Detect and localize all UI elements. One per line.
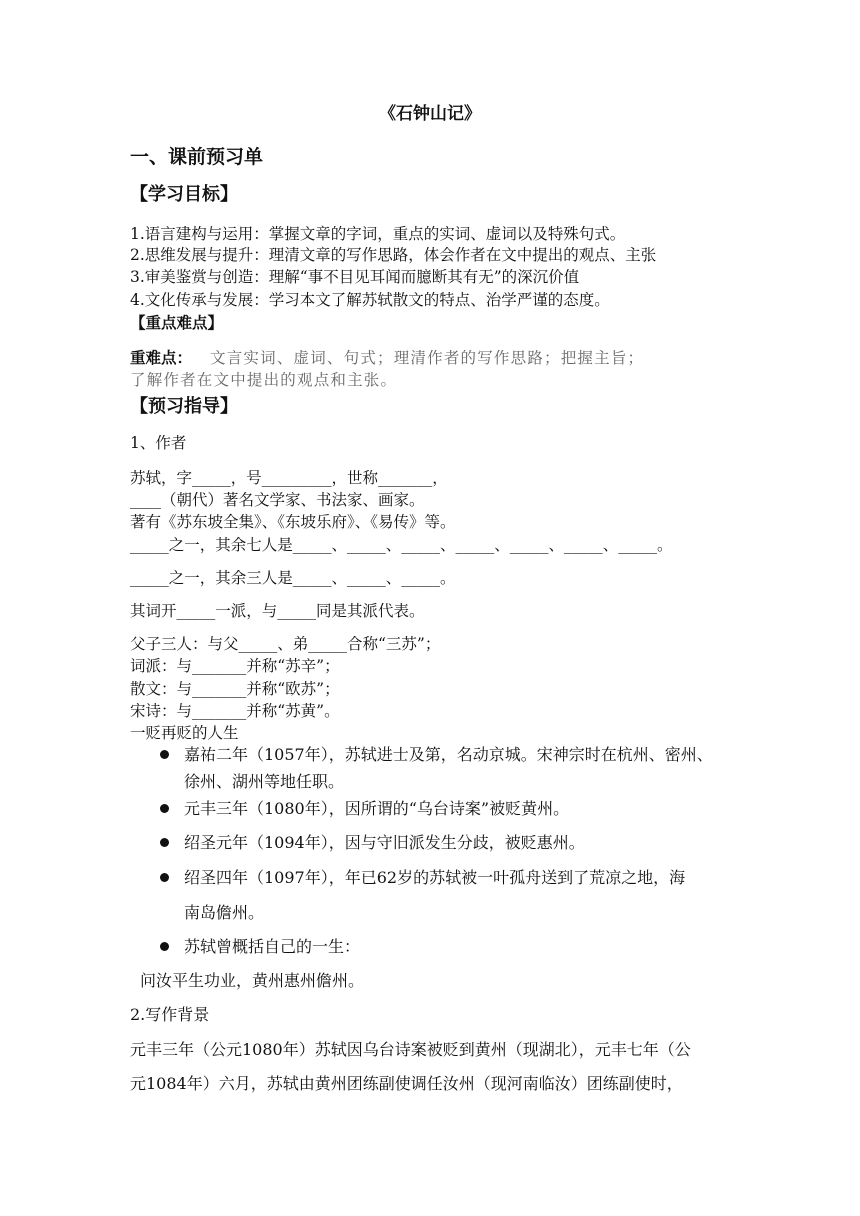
goal-item: 2.思维发展与提升：理清文章的写作思路，体会作者在文中提出的观点、主张 [130,246,657,264]
life-item: 苏轼曾概括自己的一生： [184,937,361,956]
guide-heading: 【预习指导】 [130,396,238,417]
section-heading-preview: 一、课前预习单 [130,146,264,168]
author-line: 其词开_____一派，与_____同是其派代表。 [130,602,425,620]
bullet-icon [160,750,169,759]
keypoints-heading: 【重点难点】 [130,313,224,332]
author-line: 著有《苏东坡全集》、《东坡乐府》、《易传》等。 [130,513,456,531]
page-title: 《石钟山记》 [379,104,481,124]
bullet-icon [160,838,169,847]
author-line: 父子三人：与父_____、弟_____合称“三苏”； [130,635,441,653]
life-heading: 一贬再贬的人生 [130,724,239,742]
bullet-icon [160,942,169,951]
background-line: 元1084年）六月，苏轼由黄州团练副使调任汝州（现河南临汝）团练副使时， [130,1074,683,1093]
author-line: 苏轼，字_____，号_________，世称_______， [130,469,448,487]
goal-item: 3.审美鉴赏与创造：理解“事不目见耳闻而臆断其有无”的深沉价值 [130,268,580,286]
author-line: ____（朝代）著名文学家、书法家、画家。 [130,491,425,509]
life-item: 元丰三年（1080年），因所谓的“乌台诗案”被贬黄州。 [184,799,570,818]
life-item: 嘉祐二年（1057年），苏轼进士及第，名动京城。宋神宗时在杭州、密州、 [184,745,713,764]
author-heading: 1、作者 [130,434,187,452]
goal-item: 1.语言建构与运用：掌握文章的字词，重点的实词、虚词以及特殊句式。 [130,225,626,243]
goal-item: 4.文化传承与发展：学习本文了解苏轼散文的特点、治学严谨的态度。 [130,291,610,309]
background-line: 元丰三年（公元1080年）苏轼因乌台诗案被贬到黄州（现湖北），元丰七年（公 [130,1040,691,1059]
life-item-continued: 徐州、湖州等地任职。 [184,772,345,791]
keypoints-text-continued: 了解作者在文中提出的观点和主张。 [130,371,398,389]
author-line: 散文：与_______并称“欧苏”； [130,680,340,698]
author-line: 宋诗：与_______并称“苏黄”。 [130,702,340,720]
keypoints-line [130,348,644,368]
bullet-icon [160,804,169,813]
goals-heading: 【学习目标】 [130,184,238,205]
life-item: 绍圣四年（1097年），年已62岁的苏轼被一叶孤舟送到了荒凉之地，海 [184,868,686,887]
life-quote: 问汝平生功业，黄州惠州儋州。 [140,971,365,990]
keypoints-text: 文言实词、虚词、句式；理清作者的写作思路；把握主旨； [210,349,645,367]
background-heading: 2.写作背景 [130,1005,210,1024]
author-line: _____之一，其余三人是_____、_____、_____。 [130,569,456,587]
bullet-icon [160,873,169,882]
keypoints-label: 重难点： [130,348,193,367]
author-line: 词派：与_______并称“苏辛”； [130,657,340,675]
author-line: _____之一，其余七人是_____、_____、_____、_____、_____、_____、_____。 [130,536,673,554]
life-item: 绍圣元年（1094年），因与守旧派发生分歧，被贬惠州。 [184,833,585,852]
life-item-continued: 南岛儋州。 [184,903,265,922]
